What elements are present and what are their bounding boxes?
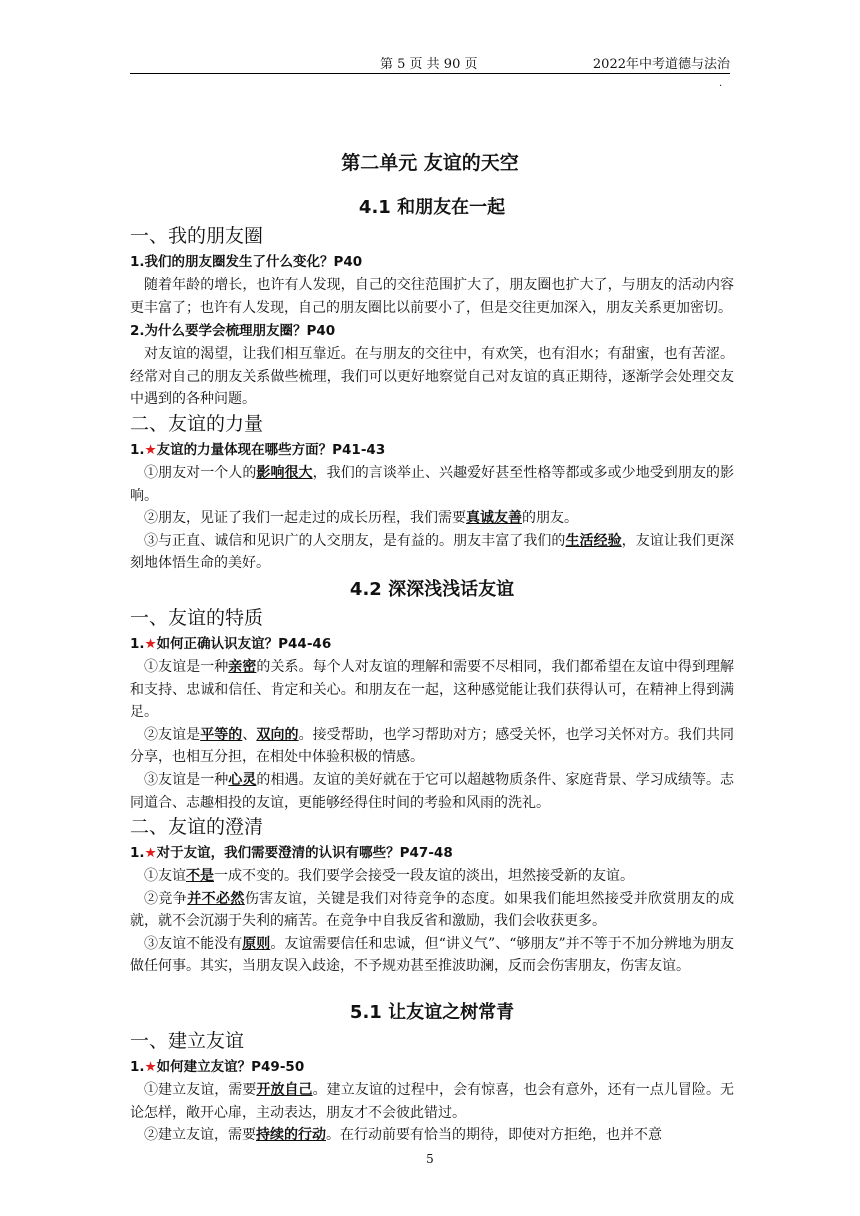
text: 的关系。每个人对友谊的理解和需要不尽相同，我们都希望在友谊中得到理解和支持、忠诚和信任、肯定和关心。和朋友在一起，这种感觉能让我们获得认可，在精神上得到满足。: [130, 658, 735, 721]
header-dot: .: [719, 78, 723, 89]
question-text: 友谊的力量体现在哪些方面？P41-43: [156, 441, 386, 458]
keyword: 心灵: [228, 771, 257, 788]
text: 的朋友。: [522, 510, 578, 527]
keyword: 原则: [242, 935, 271, 952]
text: ①朋友对一个人的: [144, 464, 257, 481]
page-info: 第 5 页 共 90 页: [380, 57, 478, 72]
text: 。友谊需要信任和忠诚，但“讲义气”、“够朋友”并不等于不加分辨地为朋友做任何事。其实，当朋友误入歧途，不予规劝甚至推波助澜，反而会伤害朋友，伤害友谊。: [130, 935, 735, 975]
section-heading: 一、建立友谊: [130, 1030, 245, 1053]
text: 一成不变的。我们要学会接受一段友谊的淡出，坦然接受新的友谊。: [214, 868, 634, 885]
question-number: 1.: [130, 441, 145, 458]
question: [130, 632, 734, 656]
paragraph: [130, 724, 734, 769]
keyword: 影响很大: [256, 464, 313, 481]
question-number: 1.: [130, 635, 145, 652]
question: [130, 1055, 734, 1079]
text: ②友谊是: [144, 726, 201, 743]
keyword: 不是: [186, 868, 214, 885]
question: 2.为什么要学会梳理朋友圈？P40: [130, 323, 336, 340]
star-icon: ★: [144, 635, 157, 652]
star-icon: ★: [144, 441, 157, 458]
paragraph: [130, 1079, 734, 1124]
paragraph: [130, 656, 734, 724]
question-number: 1.: [130, 845, 145, 862]
text: 。建立友谊的过程中，会有惊喜，也会有意外，还有一点儿冒险。无论怎样，敞开心扉，主动表达，朋友才不会彼此错过。: [130, 1082, 735, 1121]
paragraph: 对友谊的渴望，让我们相互靠近。在与朋友的交往中，有欢笑，也有泪水；有甜蜜，也有苦涩。经常对自己的朋友关系做些梳理，我们可以更好地察觉自己对友谊的真正期待，逐渐学会处理交友中遇到的各种问题。: [130, 346, 734, 408]
section-heading: 二、友谊的力量: [130, 412, 264, 435]
text: ②朋友，见证了我们一起走过的成长历程，我们需要: [144, 510, 466, 527]
text: 的相遇。友谊的美好就在于它可以超越物质条件、家庭背景、学习成绩等。志同道合、志趣相投的友谊，更能够经得住时间的考验和风雨的洗礼。: [130, 771, 735, 811]
keyword: 双向的: [256, 726, 299, 743]
lesson-title: 4.2 深深浅浅话友谊: [349, 578, 515, 600]
page-header: [130, 49, 730, 74]
paragraph: [130, 933, 734, 978]
text: ①建立友谊，需要: [144, 1082, 257, 1099]
section-heading: 二、友谊的澄清: [130, 816, 264, 839]
page-number: 5: [426, 1152, 434, 1166]
question-text: 如何建立友谊？P49-50: [156, 1059, 305, 1076]
paragraph: [130, 462, 734, 507]
question: [130, 841, 734, 865]
text: 、: [242, 726, 257, 743]
question-number: 1.: [130, 1059, 145, 1076]
keyword: 真诚友善: [466, 510, 522, 527]
book-title: 2022年中考道德与法治: [592, 57, 730, 72]
keyword: 平等的: [200, 726, 243, 743]
section-heading: 一、友谊的特质: [130, 606, 264, 629]
keyword: 生活经验: [565, 532, 622, 549]
question: 1.我们的朋友圈发生了什么变化？P40: [130, 254, 363, 270]
unit-title: 第二单元 友谊的天空: [341, 152, 519, 174]
text: ①友谊: [144, 868, 186, 885]
content-body: [130, 193, 734, 1147]
section-heading: 一、我的朋友圈: [130, 225, 264, 247]
keyword: 亲密: [228, 658, 257, 675]
text: ③与正直、诚信和见识广的人交朋友，是有益的。朋友丰富了我们的: [144, 532, 566, 549]
star-icon: ★: [144, 845, 157, 862]
text: 。在行动前要有恰当的期待，即使对方拒绝，也并不意: [326, 1127, 662, 1144]
keyword: 并不必然: [187, 890, 245, 907]
lesson-title: 5.1 让友谊之树常青: [349, 1002, 515, 1024]
lesson-title: 4.1 和朋友在一起: [358, 197, 506, 218]
paragraph: [130, 769, 734, 814]
spacer: [130, 978, 734, 998]
question: [130, 438, 734, 462]
paragraph: [130, 1124, 734, 1147]
text: ③友谊不能没有: [144, 935, 243, 952]
text: ，我们的言谈举止、兴趣爱好甚至性格等都或多或少地受到朋友的影响。: [130, 464, 735, 504]
text: ③友谊是一种: [144, 771, 229, 788]
paragraph: [130, 507, 734, 530]
star-icon: ★: [144, 1059, 157, 1076]
text: ①友谊是一种: [144, 658, 229, 675]
keyword: 开放自己: [256, 1082, 313, 1099]
paragraph: [130, 888, 734, 933]
keyword: 持续的行动: [256, 1127, 326, 1144]
paragraph: [130, 865, 734, 888]
paragraph: 随着年龄的增长，也许有人发现，自己的交往范围扩大了，朋友圈也扩大了，与朋友的活动内容更丰富了；也许有人发现，自己的朋友圈比以前要小了，但是交往更加深入，朋友关系更加密切。: [130, 277, 734, 316]
text: 伤害友谊，关键是我们对待竞争的态度。如果我们能坦然接受并欣赏朋友的成就，就不会沉溺于失利的痛苦。在竞争中自我反省和激励，我们会收获更多。: [130, 890, 735, 930]
text: ，友谊让我们更深刻地体悟生命的美好。: [130, 532, 735, 572]
question-text: 如何正确认识友谊？P44-46: [156, 635, 332, 652]
question-text: 对于友谊，我们需要澄清的认识有哪些？P47-48: [156, 845, 453, 862]
paragraph: [130, 530, 734, 575]
text: ②竞争: [144, 890, 188, 907]
text: 。接受帮助，也学习帮助对方；感受关怀，也学习关怀对方。我们共同分享，也相互分担，在相处中体验积极的情感。: [130, 726, 735, 766]
text: ②建立友谊，需要: [144, 1127, 256, 1144]
